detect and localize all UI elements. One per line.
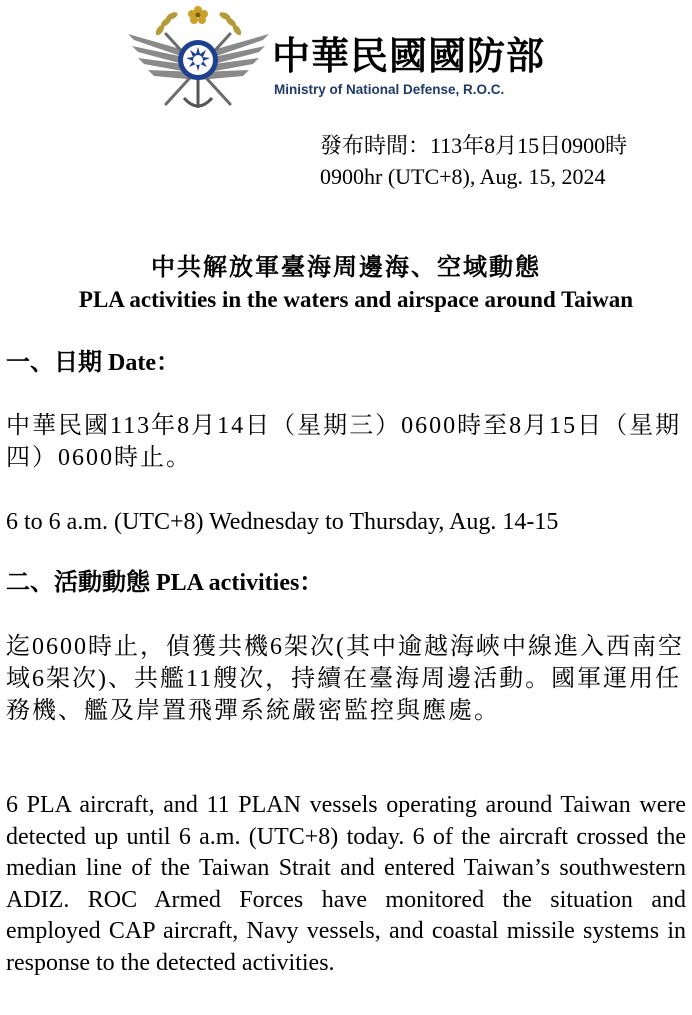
org-name-zh: 中華民國國防部: [272, 34, 546, 78]
release-time: [320, 130, 627, 192]
date-paragraph-en: 6 to 6 a.m. (UTC+8) Wednesday to Thursday, Aug. 14-15: [6, 509, 559, 535]
mnd-emblem-icon: [126, 4, 271, 116]
page-header: [126, 4, 576, 116]
org-name-en: Ministry of National Defense, R.O.C.: [274, 82, 505, 97]
section-activities-heading: 二、活動動態 PLA activities：: [6, 570, 324, 596]
document-title: [0, 252, 692, 316]
release-time-zh: 發布時間：113年8月15日0900時: [320, 133, 628, 158]
title-zh: 中共解放軍臺海周邊海、空域動態: [151, 255, 541, 281]
release-time-en: 0900hr (UTC+8), Aug. 15, 2024: [320, 164, 606, 189]
title-en: PLA activities in the waters and airspace around Taiwan: [78, 287, 634, 312]
section-date-heading: 一、日期 Date：: [6, 350, 180, 376]
date-paragraph-zh: 中華民國113年8月14日（星期三）0600時至8月15日（星期四）0600時止。: [6, 413, 682, 471]
activities-paragraph-zh: 迄0600時止，偵獲共機6架次(其中逾越海峽中線進入西南空域6架次)、共艦11艘次，持續在臺海周邊活動。國軍運用任務機、艦及岸置飛彈系統嚴密監控與應處。: [6, 634, 684, 724]
activities-paragraph-en: 6 PLA aircraft, and 11 PLAN vessels operating around Taiwan were detected up until 6 a.m. (UTC+8) today. 6 of the aircraft crossed the median line of the Taiwan Strait and entered Taiwan’s southwestern ADIZ. ROC Armed Forces have monitored the situation and employed CAP aircraft, Navy vessels, and coastal missile systems in response to the detected activities.: [6, 792, 686, 976]
